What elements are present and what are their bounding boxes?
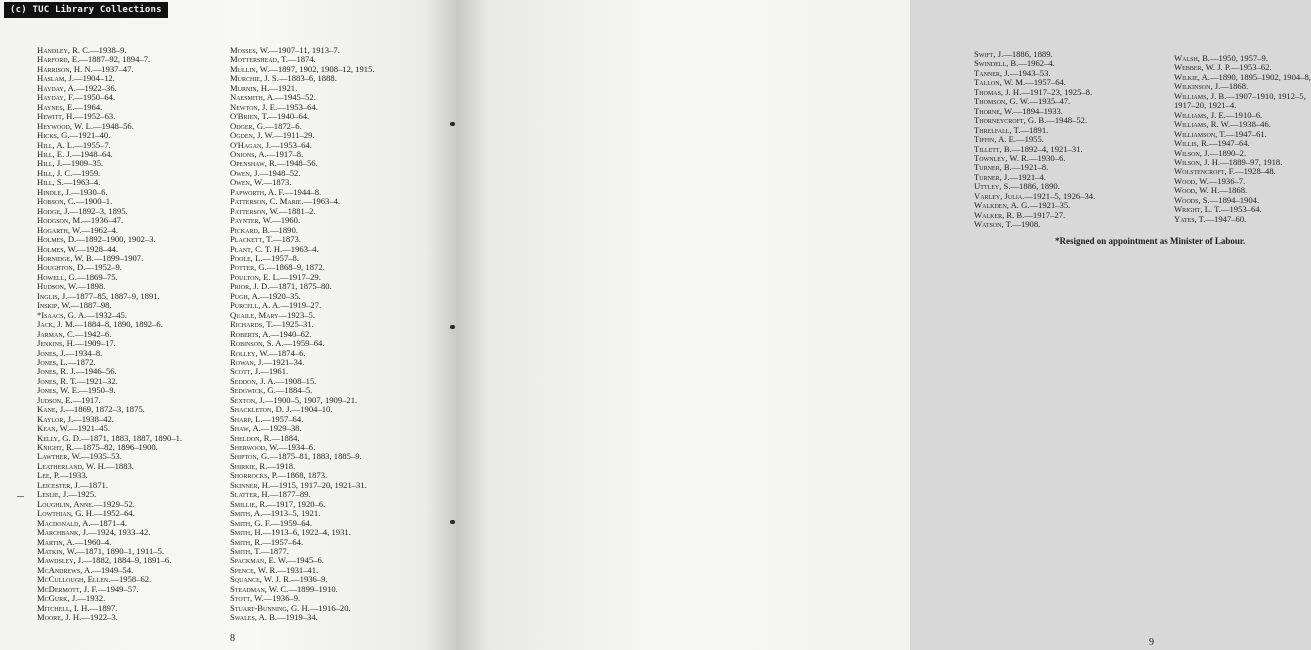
index-entry: Mullin, W.—1897, 1902, 1908–12, 1915. [230, 63, 375, 74]
index-entry: Jack, J. M.—1884–8, 1890, 1892–6. [37, 319, 163, 330]
index-entry: Leatherland, W. H.—1883. [37, 460, 134, 471]
index-entry: Leicester, J.—1871. [37, 479, 108, 490]
index-entry: Inskip, W.—1887–98. [37, 300, 112, 311]
index-entry: Hayday, A.—1922–36. [37, 82, 117, 93]
index-entry: Spackman, E. W.—1945–6. [230, 555, 324, 566]
index-entry: McGurk, J.—1932. [37, 593, 106, 604]
index-entry: Harford, E.—1887–92, 1894–7. [37, 54, 151, 65]
index-entry: Tanner, J.—1943–53. [974, 67, 1051, 78]
index-entry: Hill, S.—1963–4. [37, 177, 101, 188]
index-entry: Patterson, C. Marie.—1963–4. [230, 196, 341, 207]
index-entry: Wright, L. T.—1953–64. [1174, 204, 1262, 215]
index-entry: Smith, A.—1913–5, 1921. [230, 508, 321, 519]
index-entry: Scott, J.—1961. [230, 366, 289, 377]
index-entry: Hornidge, W. B.—1899–1907. [37, 252, 144, 263]
index-entry: Hindle, J.—1930–6. [37, 186, 108, 197]
index-entry: Mawdsley, J.—1882, 1884–9, 1891–6. [37, 555, 172, 566]
index-entry: Threlfall, T.—1891. [974, 124, 1049, 135]
index-entry: Hogarth, W.—1962–4. [37, 224, 118, 235]
index-entry: Haynes, E.—1964. [37, 101, 103, 112]
index-entry: Spence, W. R.—1931–41. [230, 564, 319, 575]
margin-mark [17, 496, 24, 497]
index-entry: *Isaacs, G. A.—1932–45. [37, 309, 128, 320]
index-entry: Hewitt, H.—1952–63. [37, 111, 116, 122]
index-entry: Turner, B.—1921–8. [974, 162, 1049, 173]
index-entry: Poole, L.—1957–8. [230, 252, 299, 263]
index-entry: Smillie, R.—1917, 1920–6. [230, 498, 326, 509]
index-entry: Tallon, W. M.—1957–64. [974, 77, 1066, 88]
index-entry: Naesmith, A.—1945–52. [230, 92, 316, 103]
index-entry: Plackett, T.—1873. [230, 234, 301, 245]
index-entry: Hudson, W.—1898. [37, 281, 106, 292]
index-entry: Patterson, W.—1881–2. [230, 205, 316, 216]
index-entry: Thorneycroft, G. B.—1948–52. [974, 115, 1088, 126]
index-entry: Macdonald, A.—1871–4. [37, 517, 128, 528]
index-entry: Houghton, D.—1952–9. [37, 262, 122, 273]
index-entry: Seddon, J. A.—1908–15. [230, 375, 317, 386]
index-entry: Sexton, J.—1900–5, 1907, 1909–21. [230, 394, 358, 405]
index-entry: Squance, W. J. R.—1936–9. [230, 574, 328, 585]
index-entry: Harrison, H. N.—1937–47. [37, 63, 134, 74]
index-entry: Richards, T.—1925–31. [230, 319, 314, 330]
index-entry: Hobson, C.—1900–1. [37, 196, 113, 207]
index-entry: Hodgson, M.—1936–47. [37, 215, 124, 226]
index-entry: Prior, J. D.—1871, 1875–80. [230, 281, 332, 292]
index-entry: McAndrews, A.—1949–54. [37, 564, 134, 575]
index-entry: Heywood, W. L.—1948–56. [37, 120, 134, 131]
index-entry: O'Hagan, J.—1953–64. [230, 139, 312, 150]
index-entry: Wood, W. H.—1868. [1174, 185, 1248, 196]
index-entry: Slatter, H.—1877–89. [230, 489, 311, 500]
index-entry: Yates, T.—1947–60. [1174, 213, 1247, 224]
copyright-banner: (c) TUC Library Collections [4, 2, 168, 18]
index-entry: McDermott, J. F.—1949–57. [37, 583, 139, 594]
page-number-left: 8 [230, 633, 235, 644]
index-entry: Jenkins, H.—1909–17. [37, 338, 116, 349]
binding-staple-mark [450, 122, 455, 126]
index-entry: Swales, A. B.—1919–34. [230, 612, 318, 623]
index-entry: McCullough, Ellen.—1958–62. [37, 574, 152, 585]
index-entry: Sheldon, R.—1884. [230, 432, 300, 443]
index-entry: Hicks, G.—1921–40. [37, 130, 111, 141]
index-entry: Steadman, W. C.—1899–1910. [230, 583, 338, 594]
index-entry: Purcell, A. A.—1919–27. [230, 300, 322, 311]
index-entry: Kaylor, J.—1938–42. [37, 413, 114, 424]
index-entry: Wilson, J.—1890–2. [1174, 147, 1247, 158]
index-entry: Lawther, W.—1935–53. [37, 451, 122, 462]
index-entry: Murnin, H.—1921. [230, 82, 298, 93]
index-entry: Pugh, A.—1920–35. [230, 290, 301, 301]
index-entry: Mosses, W.—1907–11, 1913–7. [230, 45, 340, 55]
index-entry: Thorne, W.—1894–1933. [974, 105, 1063, 116]
index-entry: Paynter, W.—1960. [230, 215, 301, 226]
index-entry: Quaile, Mary—1923–5. [230, 309, 315, 320]
index-entry: Hodge, J.—1892–3, 1895. [37, 205, 128, 216]
index-entry: Wolstencroft, F.—1928–48. [1174, 166, 1276, 177]
index-entry: Loughlin, Anne.—1929–52. [37, 498, 135, 509]
index-entry: Knight, R.—1875–82, 1896–1900. [37, 442, 158, 453]
index-entry: Jones, R. T.—1921–32. [37, 375, 118, 386]
index-entry: Kane, J.—1869, 1872–3, 1875. [37, 404, 145, 415]
index-entry: Sharp, L.—1957–64. [230, 413, 304, 424]
binding-staple-mark [450, 325, 455, 329]
index-entry: Williamson, T.—1947–61. [1174, 128, 1267, 139]
index-entry: Walsh, B.—1950, 1957–9. [1174, 53, 1268, 63]
index-entry: Owen, J.—1948–52. [230, 167, 301, 178]
index-entry: Turner, J.—1921–4. [974, 171, 1046, 182]
index-entry: Potter, G.—1868–9, 1872. [230, 262, 325, 273]
index-entry: Tiffin, A. E.—1955. [974, 134, 1044, 145]
index-entry: Robinson, S. A.—1959–64. [230, 338, 325, 349]
index-entry: Sherwood, W.—1934–6. [230, 442, 316, 453]
index-entry: Wilson, J. H.—1889–97, 1918. [1174, 156, 1283, 167]
left-column-2 [230, 46, 375, 623]
index-entry: Hill, A. L.—1955–7. [37, 139, 111, 150]
index-entry: Hill, E. J.—1948–64. [37, 148, 113, 159]
index-entry: Moore, J. H.—1922–3. [37, 612, 118, 623]
index-entry: Smith, G. F.—1959–64. [230, 517, 312, 528]
index-entry: 1917–20, 1921–4. [1174, 100, 1237, 111]
index-entry: Swift, J.—1886, 1889. [974, 49, 1053, 59]
index-entry: Odger, G.—1872–6. [230, 120, 302, 131]
index-entry: Inglis, J.—1877–85, 1887–9, 1891. [37, 290, 160, 301]
index-entry: Mitchell, I. H.—1897. [37, 602, 118, 613]
index-entry: Handley, R. C.—1938–9. [37, 45, 127, 55]
index-entry: Webber, W. J. P.—1953–62. [1174, 62, 1272, 73]
index-entry: Varley, Julia.—1921–5, 1926–34. [974, 190, 1096, 201]
index-entry: Hill, J.—1909–35. [37, 158, 104, 169]
index-entry: Shirkie, R.—1918. [230, 460, 296, 471]
index-entry: Jones, R. J.—1946–56. [37, 366, 117, 377]
index-entry: Newton, J. E.—1953–64. [230, 101, 318, 112]
index-entry: Matkin, W.—1871, 1890–1, 1911–5. [37, 546, 165, 557]
right-column-1 [974, 50, 1095, 230]
index-entry: Shackleton, D. J.—1904–10. [230, 404, 333, 415]
index-entry: Ogden, J. W.—1911–29. [230, 130, 315, 141]
index-entry: Smith, T.—1877. [230, 546, 289, 557]
index-entry: Thomas, J. H.—1917–23, 1925–8. [974, 86, 1093, 97]
index-entry: Jones, L.—1872. [37, 356, 96, 367]
index-entry: Lowthian, G. H.—1952–64. [37, 508, 135, 519]
index-entry: Onions, A.—1917–8. [230, 148, 304, 159]
index-entry: Openshaw, R.—1948–56. [230, 158, 318, 169]
index-entry: Wilkinson, J.—1868. [1174, 81, 1249, 92]
index-entry: Williams, J. B.—1907–1910, 1912–5, [1174, 90, 1306, 101]
index-entry: Rolley, W.—1874–6. [230, 347, 306, 358]
index-entry: Holmes, D.—1892–1900, 1902–3. [37, 234, 156, 245]
index-entry: Rowan, J.—1921–34. [230, 356, 305, 367]
index-entry: Williams, J. E.—1910–6. [1174, 109, 1263, 120]
index-entry: Tillett, B.—1892–4, 1921–31. [974, 143, 1083, 154]
index-entry: Marchbank, J.—1924, 1933–42. [37, 527, 151, 538]
index-entry: Uttley, S.—1886, 1890. [974, 181, 1060, 192]
index-entry: Holmes, W.—1928–44. [37, 243, 118, 254]
index-entry: Walker, R. B.—1917–27. [974, 209, 1066, 220]
index-entry: Jones, W. E.—1950–9. [37, 385, 116, 396]
index-entry: Pickard, B.—1890. [230, 224, 298, 235]
index-entry: Shaw, A.—1929–38. [230, 423, 302, 434]
index-entry: Wilkie, A.—1890, 1895–1902, 1904–8, [1174, 71, 1311, 82]
index-entry: Kean, W.—1921–45. [37, 423, 110, 434]
index-entry: O'Brien, T.—1940–64. [230, 111, 310, 122]
index-entry: Haslam, J.—1904–12. [37, 73, 115, 84]
index-entry: Smith, R.—1957–64. [230, 536, 304, 547]
index-entry: Watson, T.—1908. [974, 219, 1041, 230]
index-entry: Judson, E.—1917. [37, 394, 101, 405]
right-column-2 [1174, 54, 1311, 224]
index-entry: Leslie, J.—1925. [37, 489, 97, 500]
right-page [457, 0, 1311, 650]
index-entry: Williams, R. W.—1938–46. [1174, 119, 1271, 130]
left-page [0, 0, 457, 650]
index-entry: Willis, R.—1947–64. [1174, 138, 1250, 149]
index-entry: Howell, G.—1869–75. [37, 271, 118, 282]
index-entry: Kelly, G. D.—1871, 1883, 1887, 1890–1. [37, 432, 183, 443]
index-entry: Jarman, C.—1942–6. [37, 328, 112, 339]
index-entry: Hayday, F.—1950–64. [37, 92, 116, 103]
binding-staple-mark [450, 520, 455, 524]
index-entry: Sedgwick, G.—1884–5. [230, 385, 313, 396]
index-entry: Hill, J. C.—1959. [37, 167, 101, 178]
index-entry: Owen, W.—1873. [230, 177, 292, 188]
index-entry: Skinner, H.—1915, 1917–20, 1921–31. [230, 479, 367, 490]
index-entry: Townley, W. R.—1930–6. [974, 152, 1066, 163]
index-entry: Swindell, B.—1962–4. [974, 58, 1055, 69]
index-entry: Walkden, A. G.—1921–35. [974, 200, 1071, 211]
index-entry: Shorrocks, P.—1868, 1873. [230, 470, 328, 481]
index-entry: Jones, J.—1934–8. [37, 347, 103, 358]
index-entry: Shipton, G.—1875–81, 1883, 1885–9. [230, 451, 362, 462]
index-entry: Wood, W.—1936–7. [1174, 175, 1246, 186]
index-entry: Martin, A.—1960–4. [37, 536, 112, 547]
index-entry: Roberts, A.—1940–62. [230, 328, 312, 339]
index-entry: Mottershead, T.—1874. [230, 54, 316, 65]
index-entry: Lee, P.—1933. [37, 470, 88, 481]
footnote: *Resigned on appointment as Minister of Labour. [1055, 236, 1246, 246]
index-entry: Stuart-Bunning, G. H.—1916–20. [230, 602, 351, 613]
index-entry: Smith, H.—1913–6, 1922–4, 1931. [230, 527, 351, 538]
index-entry: Thomson, G. W.—1935–47. [974, 96, 1071, 107]
left-column-1 [37, 46, 182, 623]
index-entry: Plant, C. T. H.—1963–4. [230, 243, 319, 254]
index-entry: Murchie, J. S.—1883–6, 1888. [230, 73, 337, 84]
index-entry: Woods, S.—1894–1904. [1174, 194, 1260, 205]
page-number-right: 9 [1149, 637, 1154, 648]
index-entry: Poulton, E. L.—1917–29. [230, 271, 321, 282]
index-entry: Stott, W.—1936–9. [230, 593, 301, 604]
index-entry: Papworth, A. F.—1944–8. [230, 186, 322, 197]
